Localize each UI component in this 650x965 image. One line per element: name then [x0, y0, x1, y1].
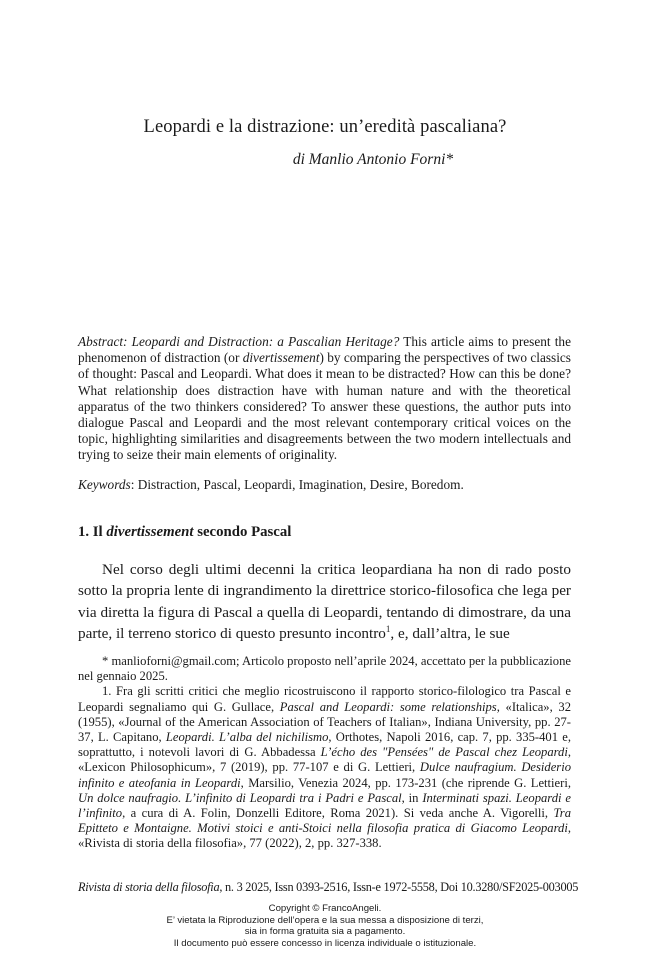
journal-name: Rivista di storia della filosofia [78, 880, 220, 894]
article-title: Leopardi e la distrazione: un’eredità pascaliana? [143, 117, 507, 137]
copyright-line: Il documento può essere concesso in licenza individuale o istituzionale. [173, 938, 477, 950]
copyright-line: Copyright © FrancoAngeli. [268, 903, 382, 914]
footnote-star-text: * manlioforni@gmail.com; Articolo proposto nell’aprile 2024, accettato per la pubblicazione nel gennaio 2025. [78, 654, 571, 684]
body-paragraph [78, 559, 571, 645]
journal-citation [78, 880, 579, 895]
abstract-lead: Abstract: Leopardi and Distraction: a Pascalian Heritage? [78, 334, 400, 349]
abstract-text-1: This article aims to present the phenomenon of distraction (or [78, 334, 571, 366]
footnote-1 [78, 684, 571, 851]
keywords-label: Keywords [78, 477, 131, 492]
section-term: divertissement [106, 524, 194, 540]
copyright-notice [0, 903, 650, 950]
footnotes [78, 654, 571, 852]
footnote-1-text: , «Lexicon Philosophicum», 7 (2019), pp. 77-107 e di G. Lettieri, [78, 745, 571, 775]
footnote-1-text: 1. Fra gli scritti critici che meglio ricostruiscono il rapporto storico-filologico tra Pascal e Leopardi segnaliamo qui G. Gullace, [78, 684, 571, 714]
footnote-1-title: Pascal and Leopardi: some relationships [279, 699, 497, 714]
section-rest: secondo Pascal [193, 524, 292, 540]
footnote-1-title: Leopardi. L’alba del nichilismo [165, 730, 329, 745]
footnote-1-title: Dulce naufragium. Desiderio infinito e ateofania in Leopardi [78, 760, 571, 790]
section-heading [78, 524, 291, 541]
article-author: di Manlio Antonio Forni* [292, 151, 454, 168]
journal-details: , n. 3 2025, Issn 0393-2516, Issn-e 1972-5558, Doi 10.3280/SF2025-003005 [219, 880, 579, 894]
copyright-line: E’ vietata la Riproduzione dell’opera e la sua messa a disposizione di terzi, [166, 914, 484, 926]
body-paragraph-text: Nel corso degli ultimi decenni la critica leopardiana ha non di rado posto sotto la propria lente di ingrandimento la direttrice storico-filosofica che lega per via diretta la figura di Pascal a quella di Leopardi, tentando di dimostrare, da una parte, il terreno storico di questo presunto incontro [78, 561, 571, 643]
footnote-1-text: , Orthotes, Napoli 2016, cap. 7, pp. 335-401 e, soprattutto, i notevoli lavori di G. Abbadessa [78, 730, 571, 760]
footnote-1-title: Un dolce naufragio. L’infinito di Leopardi tra i Padri e Pascal [78, 790, 402, 805]
footnote-1-title: Interminati spazi. Leopardi e l’infinito [78, 790, 571, 821]
body-paragraph-end: , e, dall’altra, le sue [390, 625, 510, 643]
footnote-1-text: , «Rivista di storia della filosofia», 77 (2022), 2, pp. 327-338. [78, 821, 571, 851]
section-number: 1. Il [78, 524, 107, 540]
footnote-1-text: , «Italica», 32 (1955), «Journal of the American Association of Teachers of Italian», Indiana University, pp. 27-37, L. Capitano, [78, 699, 571, 745]
footnote-1-text: , a cura di A. Folin, Donzelli Editore, Roma 2021). Si veda anche A. Vigorelli, [122, 806, 554, 821]
abstract-term: divertissement [242, 350, 320, 366]
footnote-1-title: L’écho des "Pensées" de Pascal chez Leopardi [320, 745, 568, 760]
abstract-text-2: ) by comparing the perspectives of two classics of thought: Pascal and Leopardi. What does it mean to be distracted? How can this be done? What relationship does distraction have with human nature and with the theoretical apparatus of the two thinkers considered? To answer these questions, the author puts into dialogue Pascal and Leopardi and the most relevant contemporary critical voices on the topic, highlighting similarities and disagreements between the two modern intellectuals and trying to seize their main elements of originality. [78, 350, 571, 463]
keywords-values: : Distraction, Pascal, Leopardi, Imagination, Desire, Boredom. [130, 477, 464, 492]
footnote-1-text: , in [401, 790, 423, 805]
footnote-reference[interactable]: 1 [385, 624, 391, 635]
keywords [78, 477, 571, 493]
abstract [78, 334, 571, 464]
footnote-1-title: Tra Epitteto e Montaigne. Motivi stoici e anti-Stoici nella filosofia pratica di Giacomo Leopardi [78, 806, 571, 836]
footnote-star [78, 654, 571, 684]
footnote-1-text: , Marsilio, Venezia 2024, pp. 173-231 (che riprende G. Lettieri, [240, 775, 571, 790]
copyright-line: sia in forma gratuita sia a pagamento. [244, 926, 406, 938]
